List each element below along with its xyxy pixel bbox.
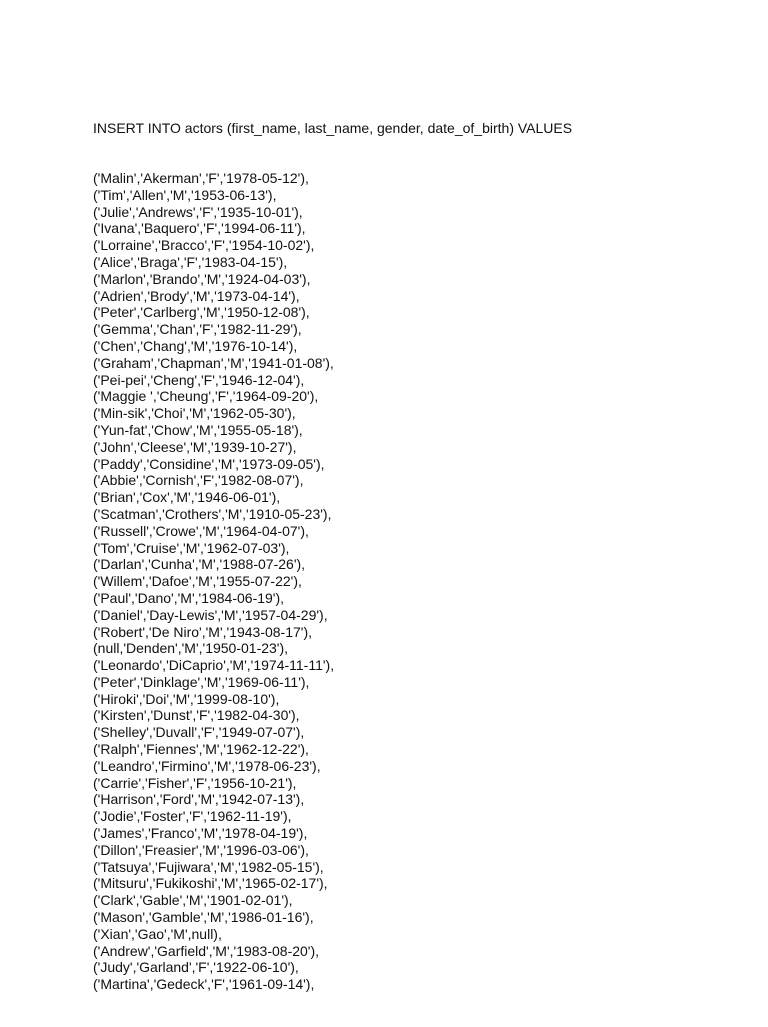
- sql-values-list: [93, 170, 733, 993]
- sql-value-row: ('Daniel','Day-Lewis','M','1957-04-29'),: [93, 606, 328, 623]
- sql-value-row: ('Darlan','Cunha','M','1988-07-26'),: [93, 556, 306, 573]
- sql-value-row: ('Chen','Chang','M','1976-10-14'),: [93, 337, 298, 354]
- sql-value-row: ('Russell','Crowe','M','1964-04-07'),: [93, 522, 309, 539]
- sql-value-row: ('Dillon','Freasier','M','1996-03-06'),: [93, 841, 309, 858]
- sql-value-row: ('Ivana','Baquero','F','1994-06-11'),: [93, 220, 306, 237]
- sql-value-row: ('Julie','Andrews','F','1935-10-01'),: [93, 203, 303, 220]
- sql-value-row: ('Harrison','Ford','M','1942-07-13'),: [93, 791, 305, 808]
- sql-value-row: ('Min-sik','Choi','M','1962-05-30'),: [93, 405, 296, 422]
- sql-value-row: ('Mason','Gamble','M','1986-01-16'),: [93, 909, 314, 926]
- sql-value-row: ('Tatsuya','Fujiwara','M','1982-05-15'),: [93, 858, 324, 875]
- sql-value-row: ('Clark','Gable','M','1901-02-01'),: [93, 892, 293, 909]
- sql-value-row: ('Martina','Gedeck','F','1961-09-14'),: [93, 976, 315, 993]
- sql-value-row: ('Peter','Carlberg','M','1950-12-08'),: [93, 304, 310, 321]
- sql-value-row: ('Andrew','Garfield','M','1983-08-20'),: [93, 942, 320, 959]
- sql-value-row: ('Xian','Gao','M',null),: [93, 925, 222, 942]
- sql-value-row: ('Peter','Dinklage','M','1969-06-11'),: [93, 673, 310, 690]
- sql-value-row: ('Tom','Cruise','M','1962-07-03'),: [93, 539, 290, 556]
- sql-value-row: ('John','Cleese','M','1939-10-27'),: [93, 438, 297, 455]
- sql-value-row: ('Gemma','Chan','F','1982-11-29'),: [93, 321, 302, 338]
- sql-value-row: ('Marlon','Brando','M','1924-04-03'),: [93, 270, 311, 287]
- sql-value-row: ('Judy','Garland','F','1922-06-10'),: [93, 959, 299, 976]
- sql-value-row: ('Tim','Allen','M','1953-06-13'),: [93, 186, 277, 203]
- sql-value-row: ('Kirsten','Dunst','F','1982-04-30'),: [93, 707, 300, 724]
- sql-value-row: ('Ralph','Fiennes','M','1962-12-22'),: [93, 741, 309, 758]
- sql-value-row: ('Jodie','Foster','F','1962-11-19'),: [93, 808, 292, 825]
- sql-value-row: ('James','Franco','M','1978-04-19'),: [93, 825, 308, 842]
- sql-value-row: ('Willem','Dafoe','M','1955-07-22'),: [93, 573, 302, 590]
- sql-value-row: ('Lorraine','Bracco','F','1954-10-02'),: [93, 237, 315, 254]
- sql-value-row: ('Alice','Braga','F','1983-04-15'),: [93, 253, 288, 270]
- sql-value-row: ('Hiroki','Doi','M','1999-08-10'),: [93, 690, 280, 707]
- sql-value-row: ('Pei-pei','Cheng','F','1946-12-04'),: [93, 371, 305, 388]
- sql-value-row: ('Malin','Akerman','F','1978-05-12'),: [93, 169, 309, 186]
- sql-value-row: ('Abbie','Cornish','F','1982-08-07'),: [93, 472, 304, 489]
- sql-value-row: ('Leonardo','DiCaprio','M','1974-11-11'),: [93, 657, 335, 674]
- sql-value-row: ('Carrie','Fisher','F','1956-10-21'),: [93, 774, 297, 791]
- sql-value-row: ('Mitsuru','Fukikoshi','M','1965-02-17'),: [93, 875, 328, 892]
- sql-value-row: ('Paul','Dano','M','1984-06-19'),: [93, 589, 285, 606]
- sql-value-row: ('Yun-fat','Chow','M','1955-05-18'),: [93, 421, 303, 438]
- sql-value-row: ('Adrien','Brody','M','1973-04-14'),: [93, 287, 300, 304]
- sql-header-line: INSERT INTO actors (first_name, last_name, gender, date_of_birth) VALUES: [93, 119, 573, 136]
- sql-value-row: ('Scatman','Crothers','M','1910-05-23'),: [93, 505, 332, 522]
- sql-value-row: ('Graham','Chapman','M','1941-01-08'),: [93, 354, 334, 371]
- sql-value-row: ('Leandro','Firmino','M','1978-06-23'),: [93, 757, 321, 774]
- sql-insert-statement: [93, 86, 733, 1027]
- sql-value-row: (null,'Denden','M','1950-01-23'),: [93, 640, 289, 657]
- sql-value-row: ('Brian','Cox','M','1946-06-01'),: [93, 489, 281, 506]
- sql-value-row: ('Paddy','Considine','M','1973-09-05'),: [93, 455, 325, 472]
- sql-value-row: ('Shelley','Duvall','F','1949-07-07'),: [93, 724, 305, 741]
- sql-value-row: ('Robert','De Niro','M','1943-08-17'),: [93, 623, 313, 640]
- sql-value-row: ('Maggie ','Cheung','F','1964-09-20'),: [93, 388, 319, 405]
